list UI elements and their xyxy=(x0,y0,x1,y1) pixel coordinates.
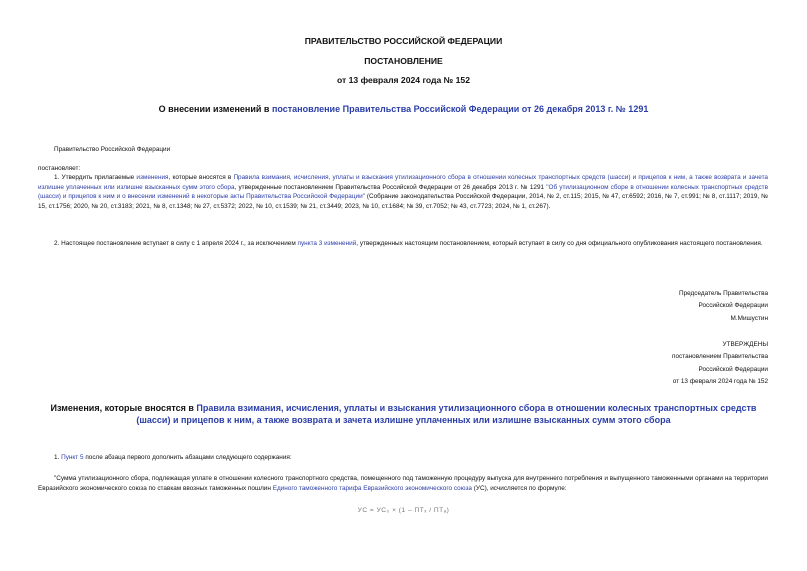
signature-name: М.Мишустин xyxy=(730,314,768,322)
title-link[interactable]: постановление Правительства Российской Федерации от 26 декабря 2013 г. № 1291 xyxy=(271,104,649,114)
approval-line-3: Российской Федерации xyxy=(698,365,768,373)
change-1-number: 1. xyxy=(54,454,62,461)
title-prefix: О внесении изменений в xyxy=(158,104,272,114)
signature-block xyxy=(679,288,768,325)
item-1-text-b: , которые вносятся в xyxy=(168,174,234,181)
document-type: ПОСТАНОВЛЕНИЕ xyxy=(364,56,443,66)
item-2-text-a: 2. Настоящее постановление вступает в силу с 1 апреля 2024 г., за исключением xyxy=(54,240,298,247)
quote-text-a: "Сумма утилизационного сбора, подлежащая уплате в отношении колесного транспортного средства, помещенного под таможенную процедуру выпуска для внутреннего потребления и выпущенного таможенными органами на территории Евразийского экономического союза по ставкам ввозных таможенных пошлин xyxy=(38,475,768,492)
document-title xyxy=(0,104,807,114)
approval-heading: УТВЕРЖДЕНЫ xyxy=(722,341,768,348)
item-1-text-d: (Собрание законодательства Российской Федерации, 2014, № 2, ст.115; 2015, № 47, ст.6592; 2016, № 7, ст.991; № 8, ст.1117; 2019, № 15, ст.1756; 2020, № 20, ст.3183; 2021, № 8, ст.1348; № 27, ст.5372; 2022, № 10, ст.1539; № 21, ст.3449; 2023, № 10, ст.1684; № 39, ст.7052; № 43, ст.7723; 2024, № 1, ст.267). xyxy=(38,193,768,210)
change-1-text: после абзаца первого дополнить абзацами следующего содержания: xyxy=(83,454,292,461)
preamble-government: Правительство Российской Федерации xyxy=(54,146,171,153)
quote-text-b: (УС), исчисляется по формуле: xyxy=(471,484,567,492)
changes-link[interactable]: изменения xyxy=(136,174,169,181)
signature-position: Председатель Правительства xyxy=(679,290,768,297)
changes-title xyxy=(38,402,769,426)
item-1 xyxy=(38,173,768,211)
document-date: от 13 февраля 2024 года № 152 xyxy=(337,75,470,85)
formula-image: УС = УС₀ × (1 – ПТₓ / ПТₐ) xyxy=(357,507,450,514)
item-3-link[interactable]: пункта 3 изменений xyxy=(297,240,357,247)
resolution-1291-link[interactable]: "Об утилизационном сборе в отношении колесных транспортных средств (шасси) и прицепов к ним и о внесении изменений в некоторые акты Правительства Российской Федерации" xyxy=(38,183,768,201)
item-2 xyxy=(38,239,768,249)
approval-date: от 13 февраля 2024 года № 152 xyxy=(672,378,768,386)
preamble-resolves: постановляет: xyxy=(38,165,81,172)
item-1-text-c: , утвержденные постановлением Правительства Российской Федерации от 26 декабря 2013 г. № 1291 xyxy=(234,183,547,191)
changes-title-link[interactable]: Правила взимания, исчисления, уплаты и взыскания утилизационного сбора в отношении колесных транспортных средств (шасси) и прицепов к ним, а также возврата и зачета излишне уплаченных или излишне взысканных сумм этого сбора xyxy=(136,403,757,425)
change-1 xyxy=(54,453,292,463)
rules-link[interactable]: Правила взимания, исчисления, уплаты и взыскания утилизационного сбора в отношении колесных транспортных средств (шасси) и прицепов к ним, а также возврата и зачета излишне уплаченных или излишне взысканных сумм этого сбора xyxy=(38,174,768,191)
government-heading: ПРАВИТЕЛЬСТВО РОССИЙСКОЙ ФЕДЕРАЦИИ xyxy=(304,36,503,46)
item-1-text-a: 1. Утвердить прилагаемые xyxy=(54,174,137,181)
changes-title-prefix: Изменения, которые вносятся в xyxy=(50,403,197,413)
signature-country: Российской Федерации xyxy=(698,302,768,310)
approval-block xyxy=(672,339,768,389)
item-2-text-b: , утвержденных настоящим постановлением, который вступает в силу со дня официального опубликования настоящего постановления. xyxy=(356,240,763,247)
customs-tariff-link[interactable]: Единого таможенного тарифа Евразийского экономического союза xyxy=(272,484,472,492)
quoted-paragraph xyxy=(38,474,768,493)
point-5-link[interactable]: Пункт 5 xyxy=(61,454,84,461)
approval-line-2: постановлением Правительства xyxy=(672,353,768,361)
